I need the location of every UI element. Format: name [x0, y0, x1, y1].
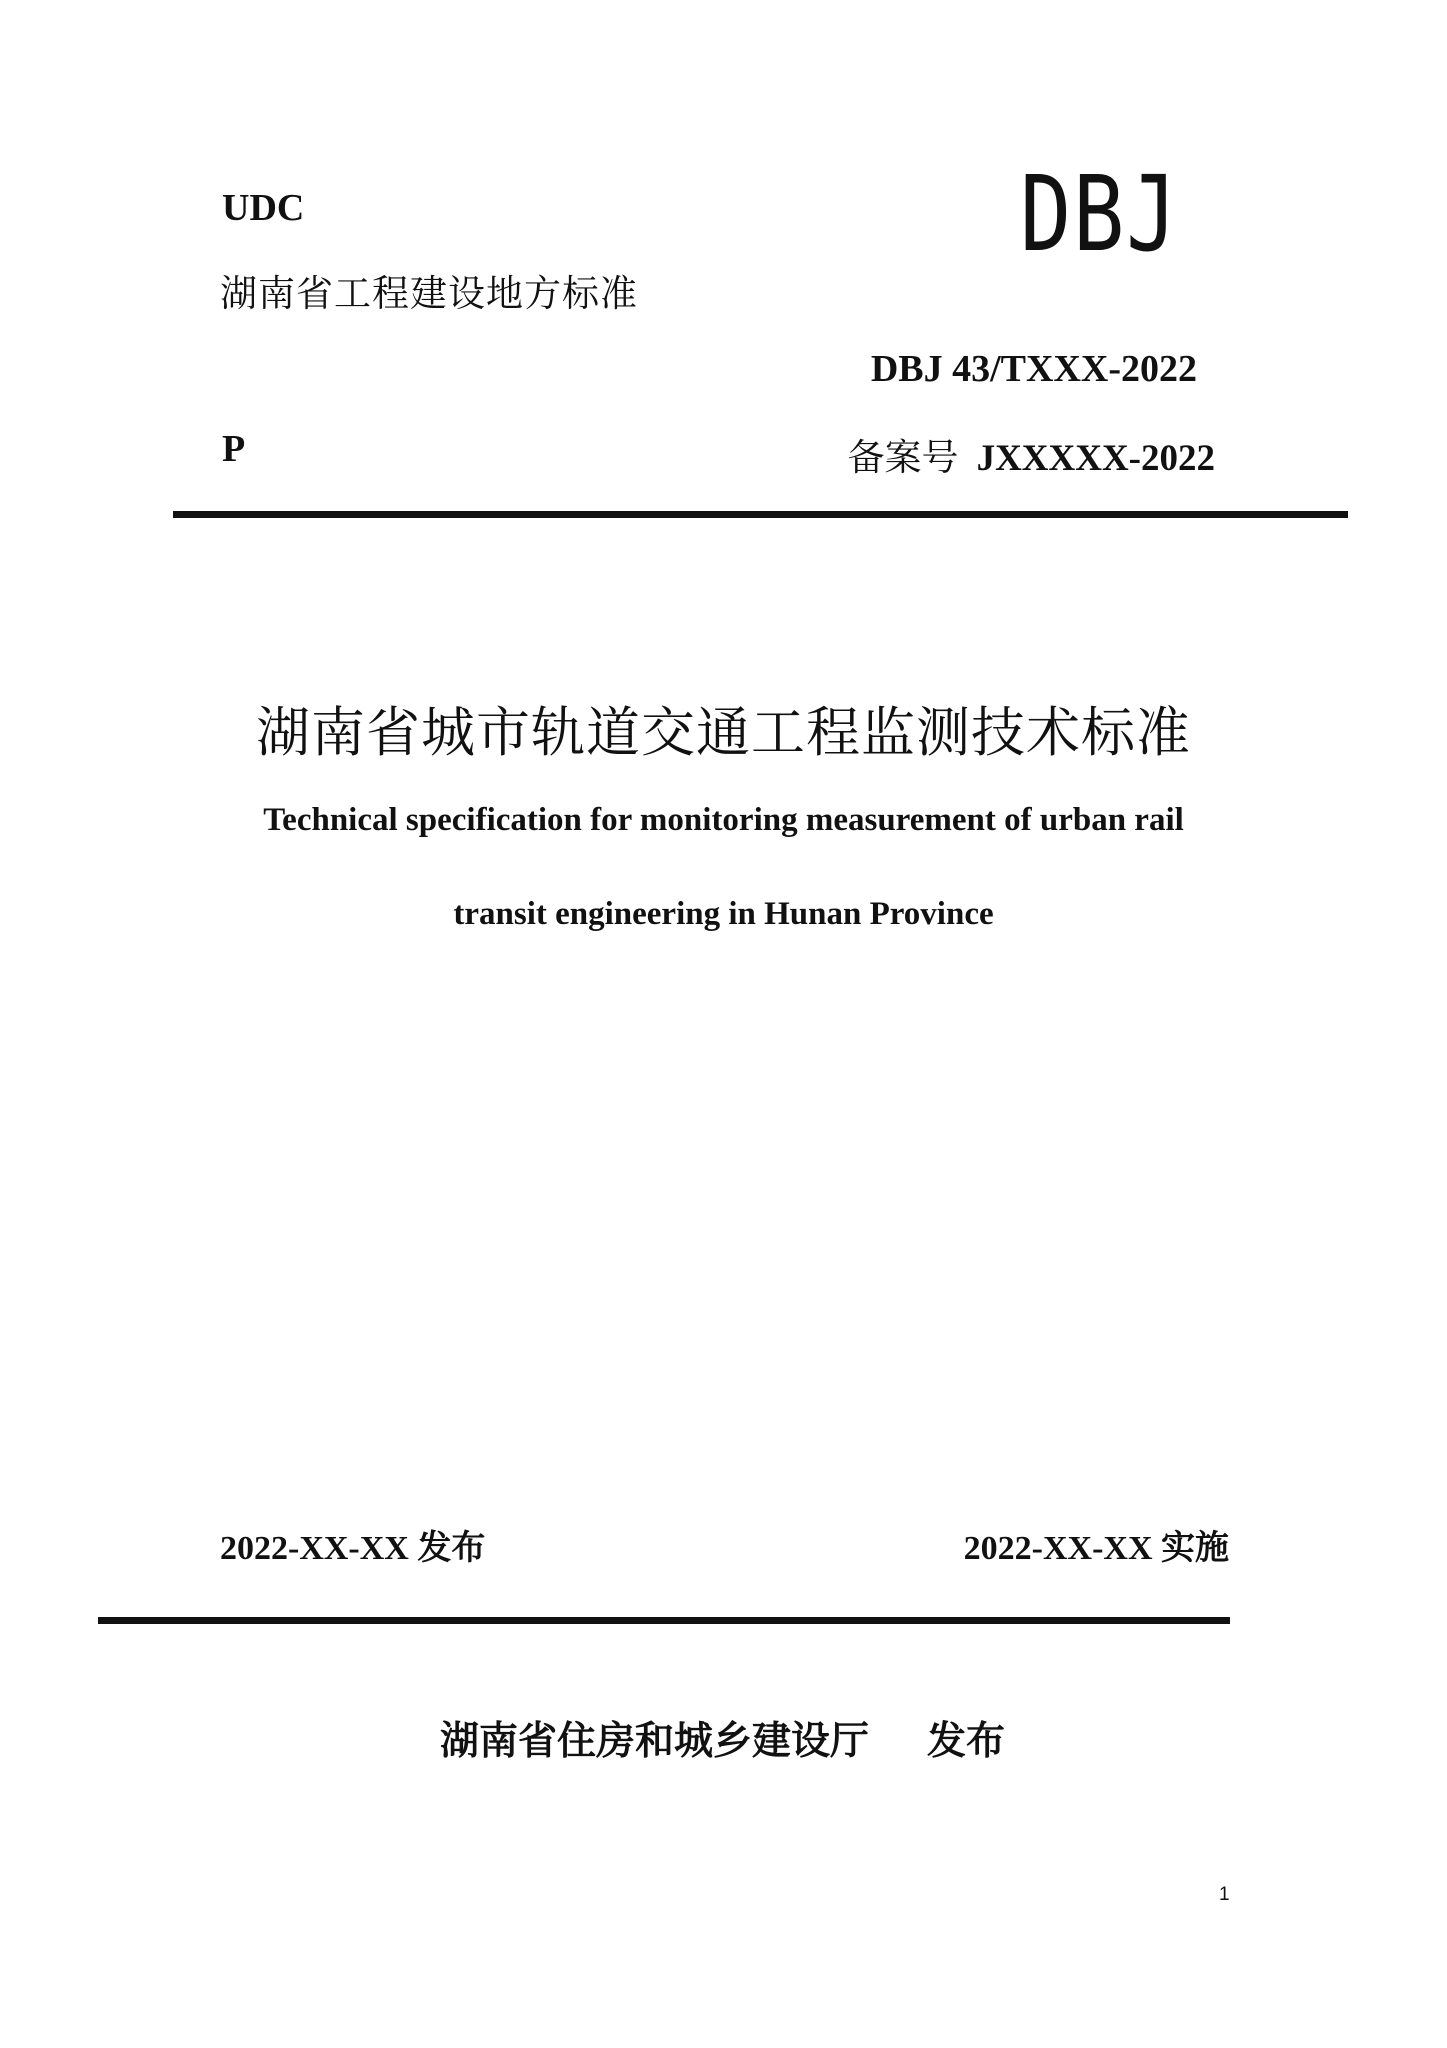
document-title-english-line1: Technical specification for monitoring measurement of urban rail [263, 802, 1184, 838]
top-divider [173, 511, 1348, 518]
implementation-date: 2022-XX-XX 实施 [963, 1530, 1229, 1567]
page-number: 1 [1219, 1884, 1230, 1905]
document-title-english-line2: transit engineering in Hunan Province [453, 896, 994, 932]
issuer-department: 湖南省住房和城乡建设厅 [440, 1719, 870, 1764]
issuer-line [440, 1710, 1005, 1766]
dbj-logo: DBJ [1020, 153, 1179, 275]
issuer-verb: 发布 [927, 1719, 1006, 1764]
category-code: P [222, 428, 246, 470]
local-standard-label: 湖南省工程建设地方标准 [220, 272, 638, 315]
record-number: JXXXXX-2022 [976, 438, 1215, 479]
issue-date: 2022-XX-XX 发布 [220, 1530, 486, 1567]
standard-number: DBJ 43/TXXX-2022 [870, 348, 1197, 390]
bottom-divider [98, 1617, 1230, 1624]
record-label: 备案号 [847, 436, 959, 479]
document-title-chinese: 湖南省城市轨道交通工程监测技术标准 [256, 701, 1191, 764]
udc-label: UDC [222, 187, 305, 229]
record-number-line [848, 427, 1215, 481]
